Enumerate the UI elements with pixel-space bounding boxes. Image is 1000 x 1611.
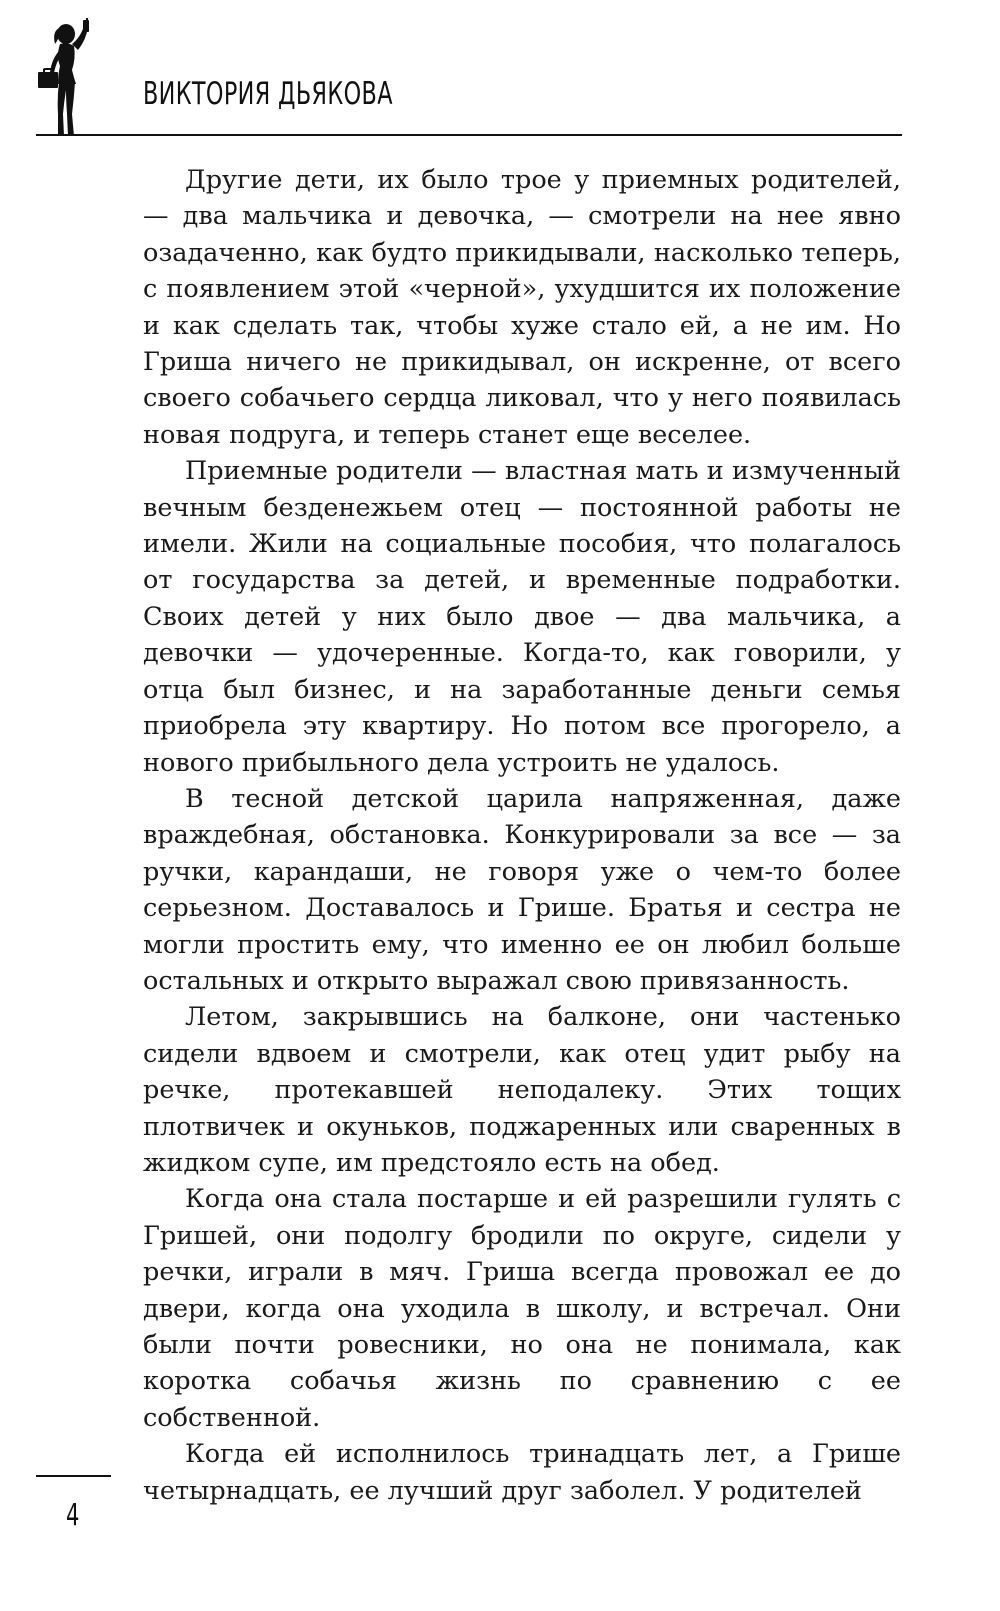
paragraph: Когда она стала постарше и ей разрешили гулять с Гришей, они подолгу бродили по округе, сидели у речки, играли в мяч. Гриша всегда провожал ее до двери, когда она уходила в школу, и встречал. Они были почти ровесники, но она не понимала, как коротка собачья жизнь по сравнению с ее собственной.	[143, 1184, 901, 1433]
paragraph: Когда ей исполнилось тринадцать лет, а Грише четырнадцать, ее лучший друг заболел. У родителей	[143, 1439, 901, 1506]
body-text	[143, 162, 901, 1509]
footer-rule	[36, 1475, 111, 1477]
running-head-author: ВИКТОРИЯ ДЬЯКОВА	[143, 76, 393, 112]
paragraph: Летом, закрывшись на балконе, они частенько сидели вдвоем и смотрели, как отец удит рыбу на речке, протекавшей неподалеку. Этих тощих плотвичек и окуньков, поджаренных или сваренных в жидком супе, им предстояло есть на обед.	[143, 1002, 901, 1178]
paragraph: Приемные родители — властная мать и измученный вечным безденежьем отец — постоянной работы не имели. Жили на социальные пособия, что полагалось от государства за детей, и временные подработки. Своих детей у них было двое — два мальчика, а девочки — удочеренные. Когда-то, как говорили, у отца был бизнес, и на заработанные деньги семья приобрела эту квартиру. Но потом все прогорело, а нового прибыльного дела устроить не удалось.	[143, 456, 901, 778]
paragraph: Другие дети, их было трое у приемных родителей, — два мальчика и девочка, — смотрели на нее явно озадаченно, как будто прикидывали, насколько теперь, с появлением этой «черной», ухудшится их положение и как сделать так, чтобы хуже стало ей, а не им. Но Гриша ничего не прикидывал, он искренне, от всего своего собачьего сердца ликовал, что у него появилась новая подруга, и теперь станет еще веселее.	[143, 165, 901, 450]
woman-silhouette-icon	[28, 18, 110, 138]
header-rule	[36, 134, 902, 136]
page-number: 4	[66, 1498, 80, 1533]
paragraph: В тесной детской царила напряженная, даже враждебная, обстановка. Конкурировали за все — за ручки, карандаши, не говоря уже о чем-то более серьезном. Доставалось и Грише. Братья и сестра не могли простить ему, что именно ее он любил больше остальных и открыто выражал свою привязанность.	[143, 783, 901, 996]
